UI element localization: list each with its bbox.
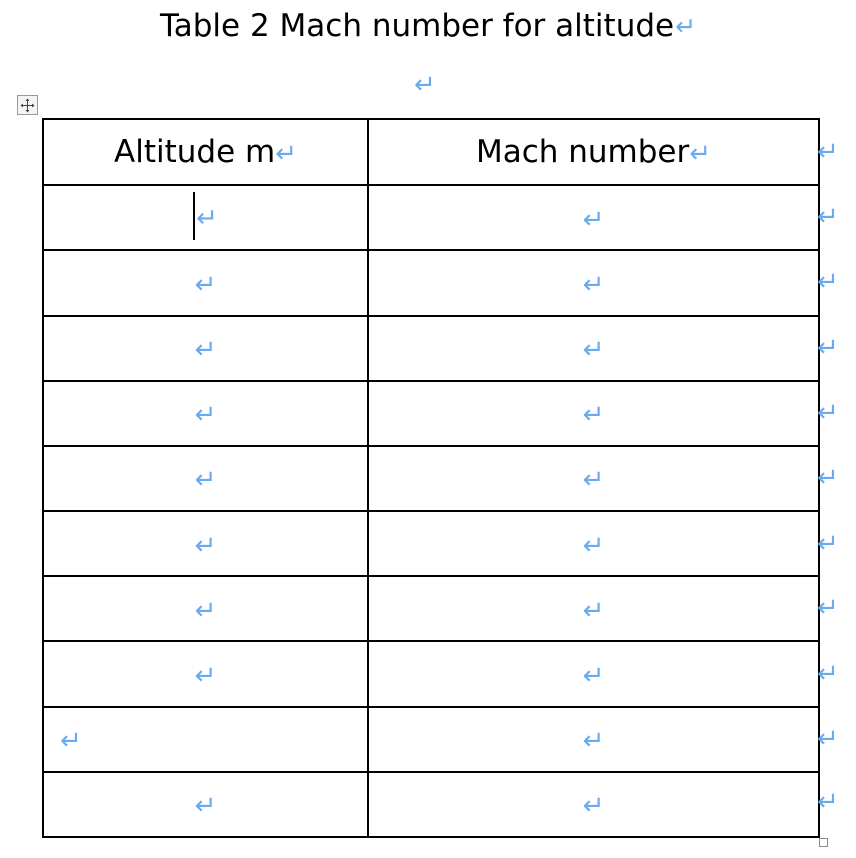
paragraph-mark-icon[interactable]: ↵: [414, 70, 436, 100]
table-row: [43, 641, 819, 706]
table-cell[interactable]: [368, 511, 819, 576]
row-end-mark-icon: ↵: [817, 659, 839, 689]
cell-end-mark-icon: ↵: [582, 204, 605, 235]
table-cell[interactable]: [43, 250, 368, 315]
cell-end-mark-icon: ↵: [582, 530, 605, 561]
caption-text: Table 2 Mach number for altitude: [159, 8, 675, 44]
table-row: [43, 381, 819, 446]
table-cell[interactable]: [368, 250, 819, 315]
table-row: [43, 446, 819, 511]
table-cell[interactable]: [368, 707, 819, 772]
header-cell-mach[interactable]: [368, 119, 819, 185]
row-end-mark-icon: ↵: [817, 398, 839, 428]
table-cell[interactable]: [368, 381, 819, 446]
table-header-row: [43, 119, 819, 185]
table-row: [43, 511, 819, 576]
table-cell[interactable]: [43, 576, 368, 641]
cell-end-mark-icon: ↵: [194, 595, 217, 626]
cell-end-mark-icon: ↵: [582, 400, 605, 431]
cell-end-mark-icon: ↵: [60, 726, 82, 757]
cell-end-mark-icon: ↵: [582, 791, 605, 822]
table-cell[interactable]: [368, 772, 819, 837]
cell-end-mark-icon: ↵: [582, 465, 605, 496]
table-row: [43, 250, 819, 315]
table-cell[interactable]: [368, 185, 819, 250]
row-end-mark-icon: ↵: [817, 724, 839, 754]
table-cell[interactable]: [43, 381, 368, 446]
table-cell[interactable]: [368, 316, 819, 381]
row-end-mark-icon: ↵: [817, 787, 839, 817]
row-end-mark-icon: ↵: [817, 137, 839, 167]
table-cell[interactable]: [368, 641, 819, 706]
table-cell[interactable]: [43, 707, 368, 772]
cell-end-mark-icon: ↵: [582, 595, 605, 626]
table-caption[interactable]: [0, 4, 856, 48]
cell-end-mark-icon: ↵: [689, 139, 712, 170]
cell-end-mark-icon: ↵: [194, 465, 217, 496]
cell-end-mark-icon: ↵: [194, 791, 217, 822]
cell-end-mark-icon: ↵: [582, 726, 605, 757]
table-row: [43, 772, 819, 837]
cell-end-mark-icon: ↵: [194, 269, 217, 300]
text-cursor: [193, 192, 195, 240]
table-cell[interactable]: [43, 446, 368, 511]
table-row: [43, 707, 819, 772]
row-end-mark-icon: ↵: [817, 202, 839, 232]
table-row: [43, 316, 819, 381]
table-row: [43, 576, 819, 641]
table-row: [43, 185, 819, 250]
move-arrows-icon: [20, 98, 35, 113]
cell-end-mark-icon: ↵: [582, 660, 605, 691]
data-table: [42, 118, 820, 838]
table-cell[interactable]: [368, 446, 819, 511]
header-label: Mach number: [475, 134, 690, 171]
header-label: Altitude m: [114, 134, 276, 171]
header-cell-altitude[interactable]: [43, 119, 368, 185]
table-cell[interactable]: [368, 576, 819, 641]
table-cell[interactable]: [43, 641, 368, 706]
cell-end-mark-icon: ↵: [194, 400, 217, 431]
row-end-mark-icon: ↵: [817, 593, 839, 623]
table-resize-handle[interactable]: [819, 838, 828, 847]
table-cell[interactable]: [43, 511, 368, 576]
table-move-handle[interactable]: [17, 95, 38, 115]
row-end-mark-icon: ↵: [817, 267, 839, 297]
cell-end-mark-icon: ↵: [194, 335, 217, 366]
cell-end-mark-icon: ↵: [582, 269, 605, 300]
cell-end-mark-icon: ↵: [194, 530, 217, 561]
table-cell[interactable]: [43, 316, 368, 381]
cell-end-mark-icon: ↵: [582, 335, 605, 366]
row-end-mark-icon: ↵: [817, 333, 839, 363]
cell-end-mark-icon: ↵: [275, 139, 297, 170]
row-end-mark-icon: ↵: [817, 529, 839, 559]
cell-end-mark-icon: ↵: [196, 203, 218, 234]
table-cell[interactable]: [43, 185, 368, 250]
cell-end-mark-icon: ↵: [194, 660, 217, 691]
paragraph-mark-icon: ↵: [675, 11, 697, 41]
row-end-mark-icon: ↵: [817, 463, 839, 493]
table-cell[interactable]: [43, 772, 368, 837]
